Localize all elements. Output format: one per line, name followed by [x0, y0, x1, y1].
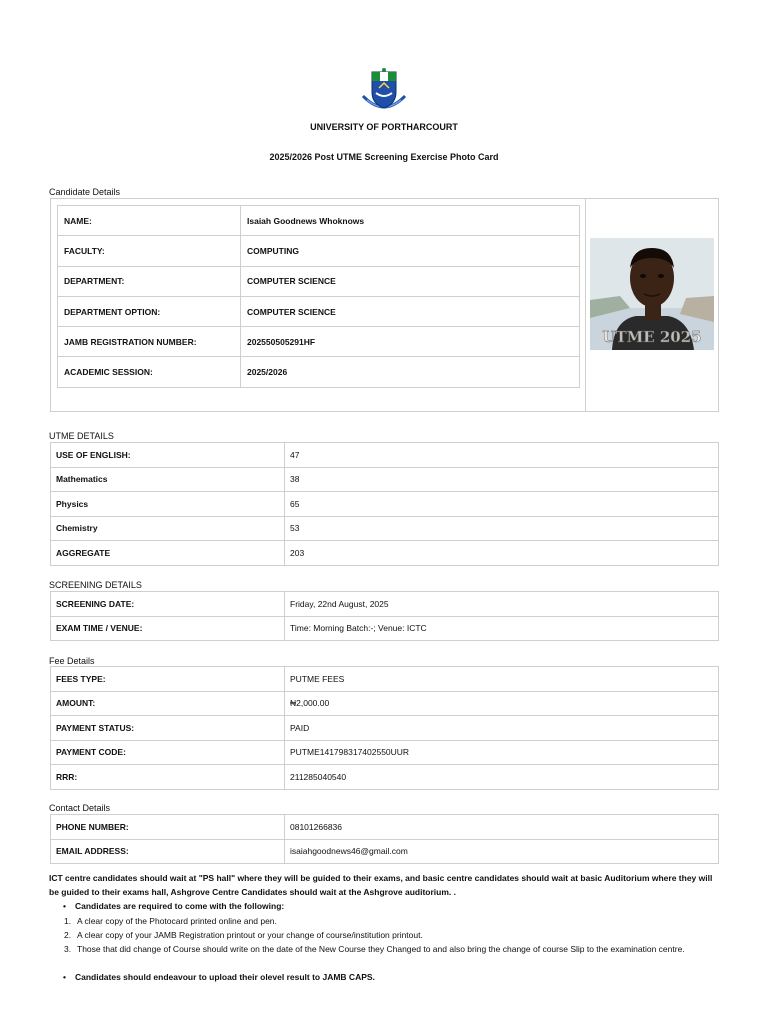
row-label: EMAIL ADDRESS:	[51, 839, 285, 864]
table-row	[51, 541, 719, 566]
row-label: FACULTY:	[58, 236, 241, 266]
olevel-bullet	[60, 970, 720, 984]
requirements-bullet	[60, 899, 720, 913]
row-value: 203	[285, 541, 719, 566]
photo-cell	[585, 198, 719, 412]
candidate-details-label: Candidate Details	[49, 187, 121, 197]
table-row	[51, 516, 719, 541]
row-value: 202550505291HF	[241, 327, 580, 357]
contact-details-table	[50, 814, 719, 864]
row-label: DEPARTMENT:	[58, 266, 241, 296]
table-row	[51, 691, 719, 716]
utme-details-table	[50, 442, 719, 566]
row-value: COMPUTING	[241, 236, 580, 266]
row-label: Chemistry	[51, 516, 285, 541]
row-value: isaiahgoodnews46@gmail.com	[285, 839, 719, 864]
table-row	[58, 327, 580, 357]
row-value: 08101266836	[285, 815, 719, 840]
row-label: SCREENING DATE:	[51, 592, 285, 617]
row-value: PUTME141798317402550UUR	[285, 740, 719, 765]
list-item: • Candidates are required to come with the following:	[60, 899, 720, 913]
table-row	[58, 296, 580, 326]
row-value: Time: Morning Batch:-; Venue: ICTC	[285, 616, 719, 641]
utme-details-label: UTME DETAILS	[49, 431, 114, 441]
photo-card-title: 2025/2026 Post UTME Screening Exercise Photo Card	[269, 152, 499, 162]
table-row	[51, 740, 719, 765]
table-row	[51, 467, 719, 492]
table-row	[51, 815, 719, 840]
row-value: COMPUTER SCIENCE	[241, 296, 580, 326]
row-value: Isaiah Goodnews Whoknows	[241, 206, 580, 236]
row-label: AGGREGATE	[51, 541, 285, 566]
table-row	[58, 206, 580, 236]
row-value: 211285040540	[285, 765, 719, 790]
university-crest-logo	[359, 66, 409, 116]
list-item: 1. A clear copy of the Photocard printed online and pen.	[64, 916, 277, 926]
exam-venue-notice: ICT centre candidates should wait at "PS hall" where they will be guided to their exams, and basic centre candidates should wait at basic Auditorium where they will be guided to their exams hall, Ashgrove Centre Candidates should wait at the Ashgrove auditorium. .	[49, 873, 713, 897]
table-row	[51, 667, 719, 692]
candidate-photo	[590, 238, 714, 350]
table-row	[51, 616, 719, 641]
photo-watermark: UTME 2025	[602, 328, 702, 346]
row-label: DEPARTMENT OPTION:	[58, 296, 241, 326]
row-label: PHONE NUMBER:	[51, 815, 285, 840]
table-row	[58, 266, 580, 296]
screening-details-table	[50, 591, 719, 641]
row-label: USE OF ENGLISH:	[51, 443, 285, 468]
row-label: NAME:	[58, 206, 241, 236]
row-value: 38	[285, 467, 719, 492]
row-label: Physics	[51, 492, 285, 517]
fee-details-label: Fee Details	[49, 656, 95, 666]
list-item: • Candidates should endeavour to upload their olevel result to JAMB CAPS.	[60, 970, 720, 984]
candidate-details-table	[57, 205, 580, 388]
row-label: PAYMENT CODE:	[51, 740, 285, 765]
table-row	[51, 839, 719, 864]
row-label: AMOUNT:	[51, 691, 285, 716]
row-value: 47	[285, 443, 719, 468]
row-label: RRR:	[51, 765, 285, 790]
table-row	[51, 716, 719, 741]
table-row	[58, 357, 580, 387]
row-value: 53	[285, 516, 719, 541]
requirements-list	[64, 914, 687, 956]
row-label: Mathematics	[51, 467, 285, 492]
fee-details-table	[50, 666, 719, 790]
row-label: PAYMENT STATUS:	[51, 716, 285, 741]
list-item: 3. Those that did change of Course should write on the date of the New Course they Changed to and also bring the change of course Slip to the examination centre.	[64, 944, 685, 954]
row-label: ACADEMIC SESSION:	[58, 357, 241, 387]
screening-details-label: SCREENING DETAILS	[49, 580, 142, 590]
table-row	[51, 765, 719, 790]
row-value: 2025/2026	[241, 357, 580, 387]
row-label: JAMB REGISTRATION NUMBER:	[58, 327, 241, 357]
table-row	[58, 236, 580, 266]
table-row	[51, 443, 719, 468]
table-row	[51, 592, 719, 617]
row-label: FEES TYPE:	[51, 667, 285, 692]
row-value: Friday, 22nd August, 2025	[285, 592, 719, 617]
row-value: 65	[285, 492, 719, 517]
table-row	[51, 492, 719, 517]
row-value: PUTME FEES	[285, 667, 719, 692]
contact-details-label: Contact Details	[49, 803, 111, 813]
row-value: COMPUTER SCIENCE	[241, 266, 580, 296]
list-item: 2. A clear copy of your JAMB Registration printout or your change of course/institution printout.	[64, 930, 423, 940]
row-label: EXAM TIME / VENUE:	[51, 616, 285, 641]
university-name: UNIVERSITY OF PORTHARCOURT	[310, 122, 458, 132]
row-value: ₦2,000.00	[285, 691, 719, 716]
row-value: PAID	[285, 716, 719, 741]
